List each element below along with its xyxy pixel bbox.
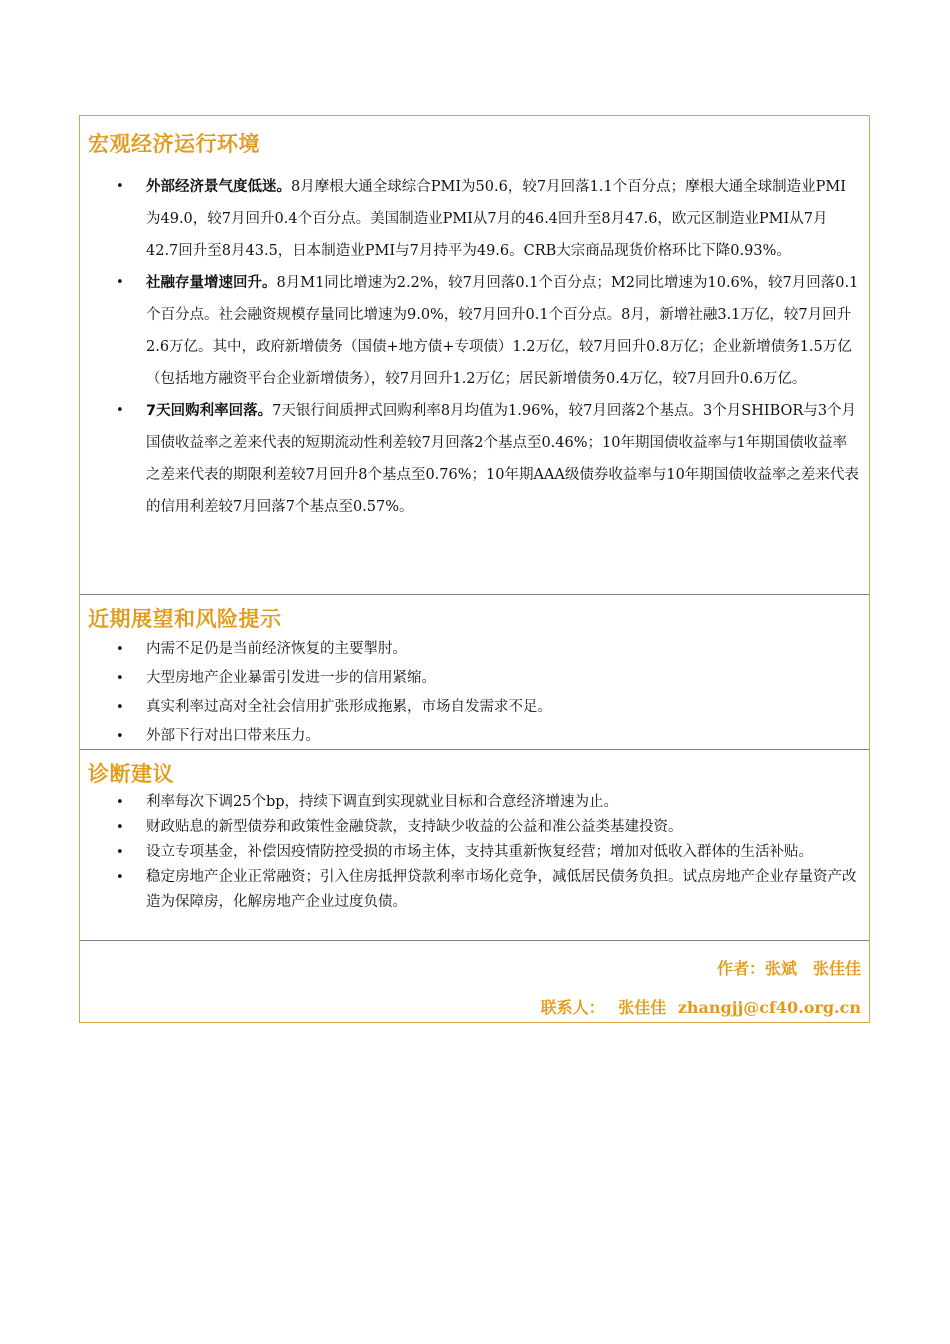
item-text: 7天银行间质押式回购利率8月均值为1.96%，较7月回落2个基点。3个月SHIBOR与3个月国债收益率之差来代表的短期流动性利差较7月回落2个基点至0.46%；10年期国债收益率与1年期国债收益率之差来代表的期限利差较7月回升8个基点至0.76%；10年期AAA级债券收益率与10年期国债收益率之差来代表的信用利差较7月回落7个基点至0.57%。 [146, 403, 859, 515]
item-text: 真实利率过高对全社会信用扩张形成拖累，市场自发需求不足。 [146, 699, 552, 715]
bullet-icon: • [116, 700, 124, 715]
list-item [80, 790, 869, 815]
report-panel [79, 115, 870, 1023]
item-text: 设立专项基金，补偿因疫情防控受损的市场主体，支持其重新恢复经营；增加对低收入群体的生活补贴。 [146, 844, 813, 860]
list-item [80, 267, 869, 395]
section-outlook-risks [80, 595, 869, 749]
item-lead: 社融存量增速回升。 [146, 275, 277, 291]
item-text: 大型房地产企业暴雷引发进一步的信用紧缩。 [146, 670, 436, 686]
bullet-icon: • [116, 729, 124, 744]
section-macro-environment [80, 116, 869, 594]
bullet-list [80, 171, 869, 523]
bullet-icon: • [116, 403, 124, 418]
list-item [80, 722, 869, 751]
contact-name: 张佳佳 [618, 998, 667, 1017]
list-item [80, 635, 869, 664]
contact-email[interactable]: zhangjj@cf40.org.cn [677, 998, 861, 1017]
bullet-list [80, 790, 869, 915]
item-text: 利率每次下调25个bp，持续下调直到实现就业目标和合意经济增速为止。 [146, 794, 619, 810]
item-text: 稳定房地产企业正常融资；引入住房抵押贷款利率市场化竞争，减低居民债务负担。试点房地产企业存量资产改造为保障房，化解房地产企业过度负债。 [146, 869, 857, 910]
list-item [80, 865, 869, 915]
item-text: 外部下行对出口带来压力。 [146, 728, 320, 744]
section-title: 宏观经济运行环境 [88, 132, 260, 156]
bullet-icon: • [116, 642, 124, 657]
item-lead: 外部经济景气度低迷。 [146, 179, 291, 195]
list-item [80, 171, 869, 267]
author-line: 作者：张斌 张佳佳 [716, 959, 861, 978]
item-text: 内需不足仍是当前经济恢复的主要掣肘。 [146, 641, 407, 657]
bullet-icon: • [116, 275, 124, 290]
item-lead: 7天回购利率回落。 [146, 403, 273, 419]
section-title: 近期展望和风险提示 [88, 607, 282, 631]
bullet-icon: • [116, 671, 124, 686]
list-item [80, 693, 869, 722]
section-recommendations [80, 750, 869, 940]
item-text: 8月M1同比增速为2.2%，较7月回落0.1个百分点；M2同比增速为10.6%，较7月回落0.1个百分点。社会融资规模存量同比增速为9.0%，较7月回升0.1个百分点。8月，新增社融3.1万亿，较7月回升2.6万亿。其中，政府新增债务（国债+地方债+专项债）1.2万亿，较7月回升0.8万亿；企业新增债务1.5万亿（包括地方融资平台企业新增债务），较7月回升1.2万亿；居民新增债务0.4万亿，较7月回升0.6万亿。 [146, 275, 859, 387]
list-item [80, 664, 869, 693]
list-item [80, 840, 869, 865]
bullet-icon: • [116, 870, 124, 885]
item-text: 财政贴息的新型债券和政策性金融贷款，支持缺少收益的公益和准公益类基建投资。 [146, 819, 683, 835]
contact-line [541, 995, 861, 1018]
bullet-icon: • [116, 179, 124, 194]
section-title: 诊断建议 [88, 762, 174, 786]
bullet-icon: • [116, 820, 124, 835]
list-item [80, 815, 869, 840]
bullet-icon: • [116, 845, 124, 860]
contact-label: 联系人： [540, 998, 605, 1017]
item-text: 8月摩根大通全球综合PMI为50.6，较7月回落1.1个百分点；摩根大通全球制造业PMI为49.0，较7月回升0.4个百分点。美国制造业PMI从7月的46.4回升至8月47.6，欧元区制造业PMI从7月42.7回升至8月43.5，日本制造业PMI与7月持平为49.6。CRB大宗商品现货价格环比下降0.93%。 [146, 179, 846, 259]
bullet-icon: • [116, 795, 124, 810]
bullet-list [80, 635, 869, 751]
section-divider [80, 940, 869, 941]
list-item [80, 395, 869, 523]
